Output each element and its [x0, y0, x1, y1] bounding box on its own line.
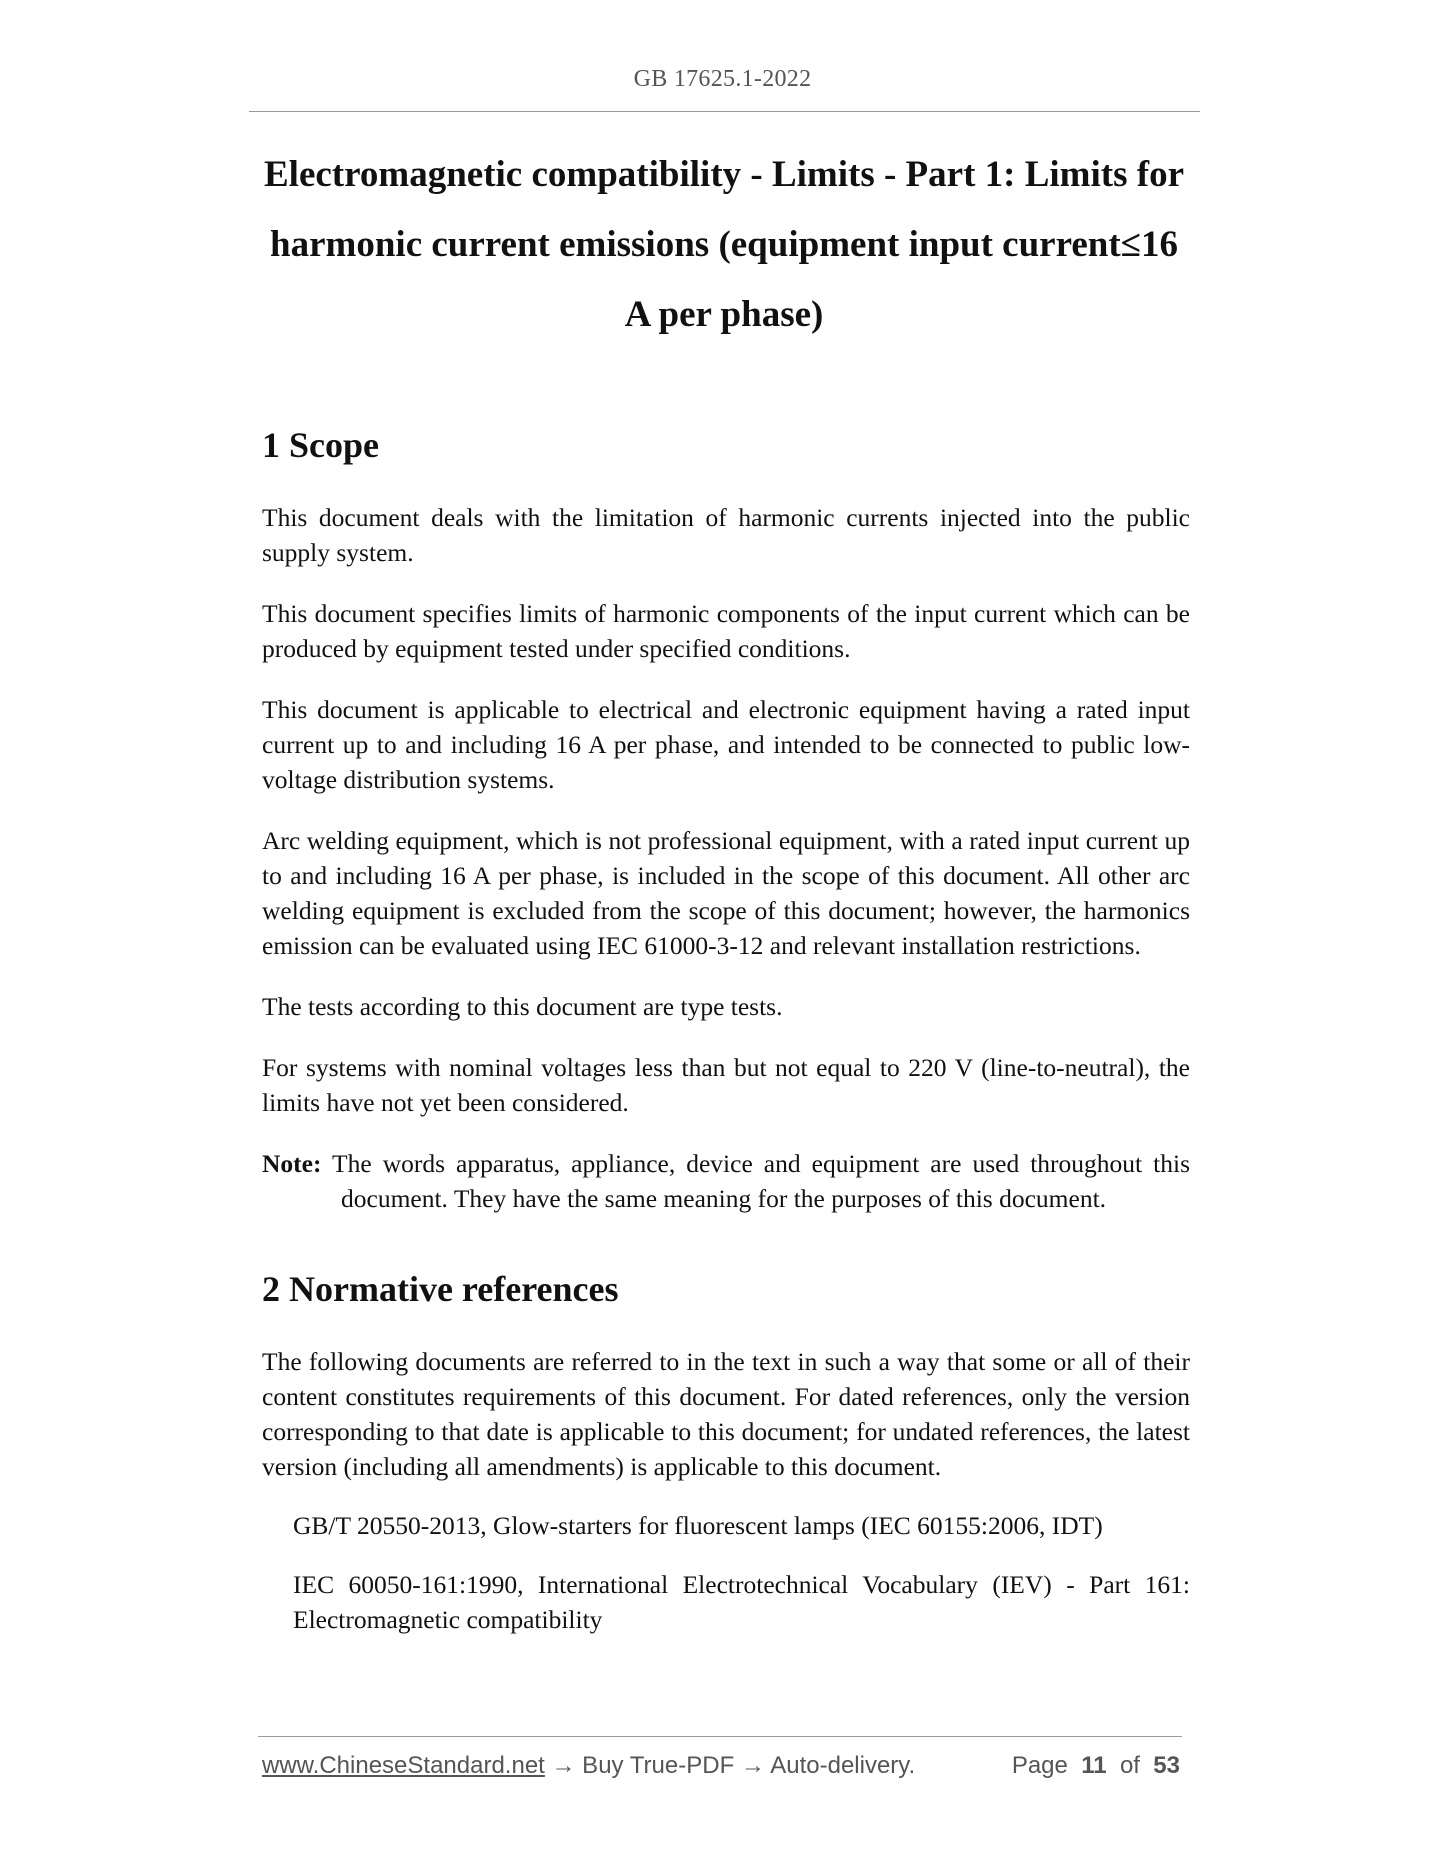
scope-paragraph-6: For systems with nominal voltages less than but not equal to 220 V (line-to-neutral), the limits have not yet been considered. — [262, 1053, 1190, 1117]
footer-divider — [258, 1736, 1182, 1737]
footer-promo — [262, 1752, 915, 1780]
scope-note — [262, 1146, 1190, 1216]
page-footer — [262, 1752, 1180, 1788]
note-label: Note: — [262, 1149, 322, 1178]
page-label: Page — [1011, 1752, 1068, 1779]
note-text: The words apparatus, appliance, device and equipment are used throughout this document. They have the same meaning for the purposes of this document. — [332, 1149, 1190, 1213]
section-1-heading: 1 Scope — [262, 425, 379, 465]
document-body — [262, 420, 1190, 1661]
scope-paragraph-2: This document specifies limits of harmonic components of the input current which can be produced by equipment tested under specified conditions. — [262, 599, 1190, 663]
of-label: of — [1119, 1752, 1140, 1779]
scope-paragraph-5: The tests according to this document are type tests. — [262, 992, 783, 1021]
total-pages-number: 53 — [1153, 1752, 1180, 1779]
reference-item: IEC 60050-161:1990, International Electrotechnical Vocabulary (IEV) - Part 161: Electromagnetic compatibility — [293, 1570, 1190, 1634]
section-2-heading: 2 Normative references — [262, 1269, 619, 1309]
scope-paragraph-1: This document deals with the limitation of harmonic currents injected into the public supply system. — [262, 503, 1190, 567]
references-intro: The following documents are referred to in the text in such a way that some or all of their content constitutes requirements of this document. For dated references, only the version corresponding to that date is applicable to this document; for undated references, the latest version (including all amendments) is applicable to this document. — [262, 1347, 1190, 1481]
scope-paragraph-4: Arc welding equipment, which is not professional equipment, with a rated input current up to and including 16 A per phase, is included in the scope of this document. All other arc welding equipment is excluded from the scope of this document; however, the harmonics emission can be evaluated using IEC 61000-3-12 and relevant installation restrictions. — [262, 826, 1190, 960]
reference-item: GB/T 20550-2013, Glow-starters for fluorescent lamps (IEC 60155:2006, IDT) — [293, 1511, 1103, 1540]
page-indicator — [1012, 1752, 1180, 1780]
header-divider — [249, 111, 1200, 112]
scope-paragraph-3: This document is applicable to electrical and electronic equipment having a rated input current up to and including 16 A per phase, and intended to be connected to public low-voltage distribution systems. — [262, 695, 1190, 794]
footer-promo-text: → Buy True-PDF → Auto-delivery. — [551, 1752, 916, 1779]
document-code-header: GB 17625.1-2022 — [633, 66, 812, 92]
current-page-number: 11 — [1081, 1752, 1107, 1779]
document-title: Electromagnetic compatibility - Limits - Part 1: Limits for harmonic current emissions (equipment input current≤16 A per phase) — [264, 154, 1184, 335]
website-link[interactable]: www.ChineseStandard.net — [262, 1752, 545, 1779]
